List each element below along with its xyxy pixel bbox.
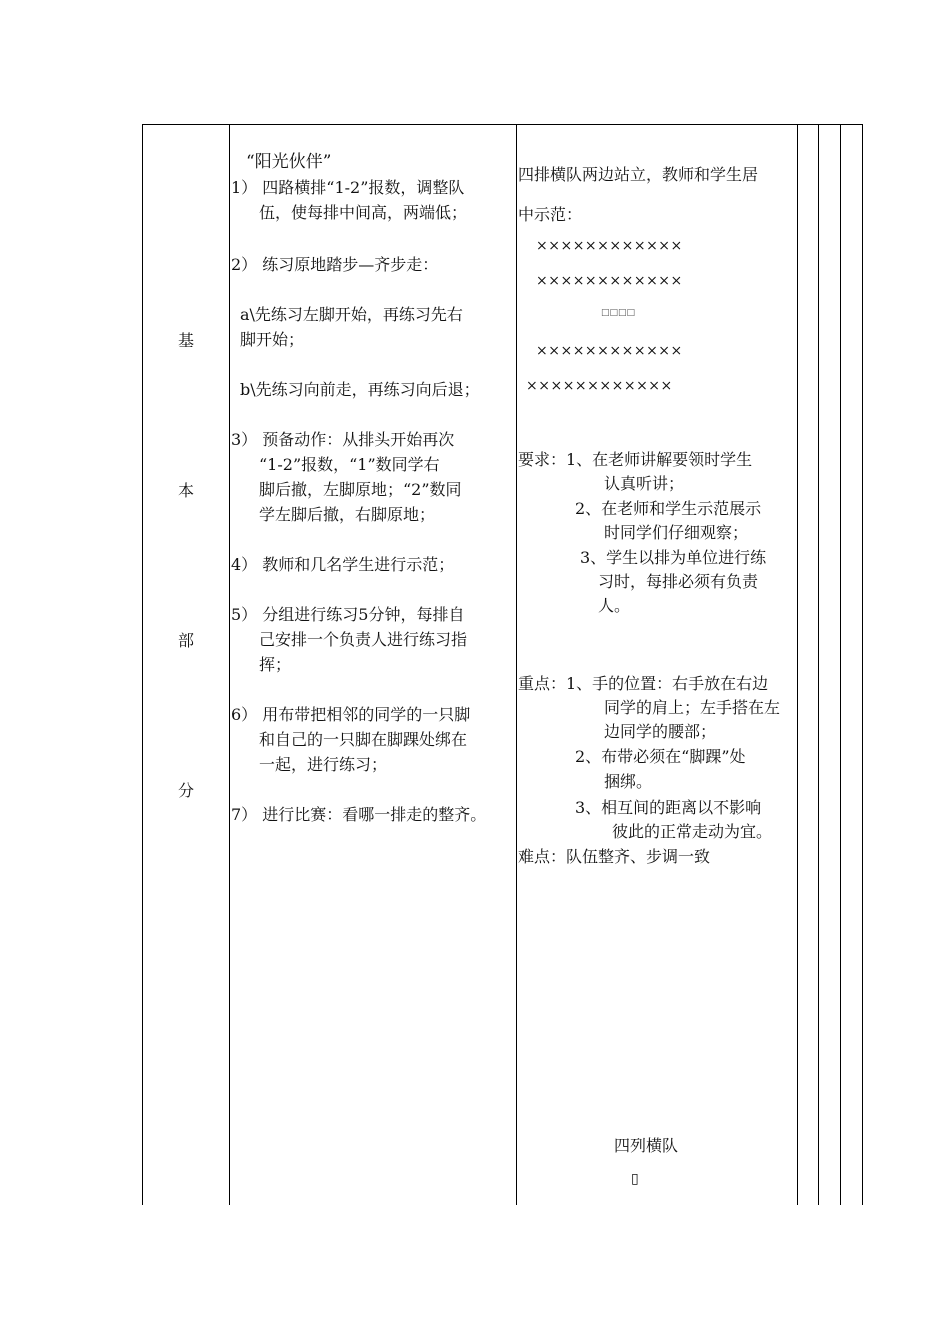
table-border-col-6 <box>840 124 841 1205</box>
org-intro: 四排横队两边站立，教师和学生居 <box>518 165 759 184</box>
content-line: 脚开始； <box>240 330 305 349</box>
content-line: 挥； <box>259 655 292 674</box>
formation-row: ×××××××××××× <box>536 273 683 289</box>
table-border-col-1 <box>142 124 143 1205</box>
section-char-2: 本 <box>178 481 195 500</box>
formation-row: ×××××××××××× <box>536 343 683 359</box>
key-point-line: 边同学的腰部； <box>604 722 717 741</box>
section-char-3: 部 <box>178 631 195 650</box>
teacher-position-mark: □□□□ <box>601 308 636 318</box>
content-title: “阳光伙伴” <box>246 152 332 172</box>
key-point-line: 捆绑。 <box>604 772 653 791</box>
section-char-4: 分 <box>178 781 195 800</box>
content-line: 己安排一个负责人进行练习指 <box>259 630 468 649</box>
table-border-col-4 <box>797 124 798 1205</box>
content-line: a\先练习左脚开始，再练习先右 <box>240 305 463 324</box>
requirement-line: 2、在老师和学生示范展示 <box>575 499 762 518</box>
section-char-1: 基 <box>178 331 195 350</box>
table-border-col-3 <box>516 124 517 1205</box>
formation-row: ×××××××××××× <box>526 378 673 394</box>
content-line: 6） 用布带把相邻的同学的一只脚 <box>231 705 471 724</box>
table-border-col-7 <box>862 124 863 1205</box>
content-line: 和自己的一只脚在脚踝处绑在 <box>259 730 468 749</box>
content-line: 学左脚后撤，右脚原地； <box>259 505 436 524</box>
content-line: 7） 进行比赛：看哪一排走的整齐。 <box>231 805 487 824</box>
requirement-line: 认真听讲； <box>604 474 685 493</box>
table-border-col-5 <box>818 124 819 1205</box>
content-line: 2） 练习原地踏步—齐步走： <box>231 255 439 274</box>
content-line: 3） 预备动作：从排头开始再次 <box>231 430 455 449</box>
key-point-line: 3、相互间的距离以不影响 <box>575 798 762 817</box>
key-point-line: 同学的肩上；左手搭在左 <box>604 698 781 717</box>
formation-row: ×××××××××××× <box>536 238 683 254</box>
requirement-line: 时同学们仔细观察； <box>604 523 749 542</box>
formation-label: 四列横队 <box>614 1136 679 1155</box>
formation-mark: ▯ <box>631 1171 639 1187</box>
content-line: 5） 分组进行练习5分钟，每排自 <box>231 605 465 624</box>
key-point-line: 彼此的正常走动为宜。 <box>612 822 773 841</box>
table-border-col-2 <box>229 124 230 1205</box>
requirement-line: 习时，每排必须有负责 <box>598 572 759 591</box>
requirement-line: 3、学生以排为单位进行练 <box>580 548 767 567</box>
content-line: 1） 四路横排“1-2”报数，调整队 <box>231 178 465 197</box>
content-line: “1-2”报数，“1”数同学右 <box>259 455 440 474</box>
content-line: 4） 教师和几名学生进行示范； <box>231 555 455 574</box>
requirement-line: 人。 <box>598 596 631 615</box>
content-line: 伍，使每排中间高，两端低； <box>259 203 468 222</box>
content-line: b\先练习向前走，再练习向后退； <box>240 380 480 399</box>
content-line: 一起，进行练习； <box>259 755 388 774</box>
key-point-line: 重点：1、手的位置：右手放在右边 <box>518 674 769 693</box>
key-point-line: 2、布带必须在“脚踝”处 <box>575 747 746 766</box>
requirement-line: 要求：1、在老师讲解要领时学生 <box>518 450 753 469</box>
difficulty-line: 难点：队伍整齐、步调一致 <box>518 847 711 866</box>
org-intro: 中示范： <box>518 205 583 224</box>
table-top-border <box>142 124 863 125</box>
content-line: 脚后撤，左脚原地；“2”数同 <box>259 480 462 499</box>
